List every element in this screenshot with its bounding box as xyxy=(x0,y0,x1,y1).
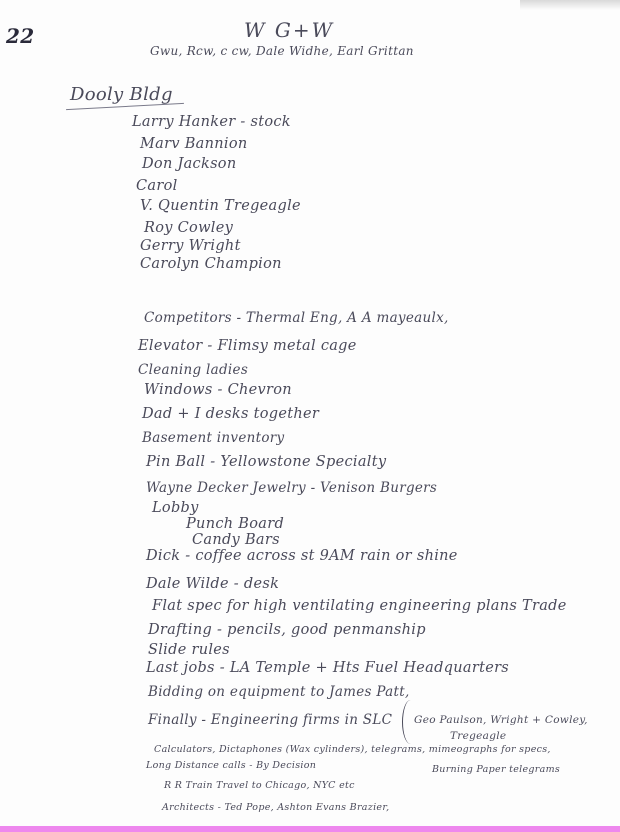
page-number: 22 xyxy=(6,24,35,48)
note-line: Flat spec for high ventilating engineering plans Trade xyxy=(152,598,567,614)
note-line: Punch Board xyxy=(186,516,285,532)
note-line: Bidding on equipment to James Patt, xyxy=(148,684,410,700)
person-line: Roy Cowley xyxy=(144,220,234,236)
note-line: Elevator - Flimsy metal cage xyxy=(138,338,357,354)
note-line: Drafting - pencils, good penmanship xyxy=(148,622,426,638)
scan-shadow xyxy=(520,0,620,10)
note-line: R R Train Travel to Chicago, NYC etc xyxy=(164,780,355,791)
page-title: W G+W xyxy=(244,18,335,42)
note-line: Tregeagle xyxy=(450,730,507,742)
note-line: Architects - Ted Pope, Ashton Evans Brazier, xyxy=(162,802,390,813)
note-line: Basement inventory xyxy=(142,430,285,446)
note-line: Calculators, Dictaphones (Wax cylinders), telegrams, mimeographs for specs, xyxy=(154,744,551,755)
note-line: Cleaning ladies xyxy=(138,362,249,378)
section-heading: Dooly Bldg xyxy=(70,84,173,105)
scan-bottom-edge xyxy=(0,826,620,832)
note-line: Geo Paulson, Wright + Cowley, xyxy=(414,714,588,726)
note-line: Windows - Chevron xyxy=(144,382,292,398)
note-line: Pin Ball - Yellowstone Specialty xyxy=(146,454,387,470)
note-line: Wayne Decker Jewelry - Venison Burgers xyxy=(146,480,438,496)
person-line: Carolyn Champion xyxy=(140,256,282,272)
note-line: Lobby xyxy=(152,500,199,516)
note-line: Finally - Engineering firms in SLC xyxy=(148,712,393,728)
person-line: Marv Bannion xyxy=(140,136,248,152)
person-line: Carol xyxy=(136,178,178,194)
person-line: Larry Hanker - stock xyxy=(132,114,291,130)
note-line: Competitors - Thermal Eng, A A mayeaulx, xyxy=(144,310,449,326)
note-line: Long Distance calls - By Decision xyxy=(146,760,317,771)
note-line: Candy Bars xyxy=(192,532,280,548)
note-line: Slide rules xyxy=(148,642,230,658)
person-line: V. Quentin Tregeagle xyxy=(140,198,301,214)
note-line: Dale Wilde - desk xyxy=(146,576,280,592)
note-line: Dad + I desks together xyxy=(142,406,320,422)
note-line: Last jobs - LA Temple + Hts Fuel Headquarters xyxy=(146,660,510,676)
page-subtitle: Gwu, Rcw, c cw, Dale Widhe, Earl Grittan xyxy=(150,44,414,58)
note-line: Burning Paper telegrams xyxy=(432,764,561,775)
person-line: Gerry Wright xyxy=(140,238,241,254)
note-line: Dick - coffee across st 9AM rain or shine xyxy=(146,548,458,564)
person-line: Don Jackson xyxy=(142,156,237,172)
